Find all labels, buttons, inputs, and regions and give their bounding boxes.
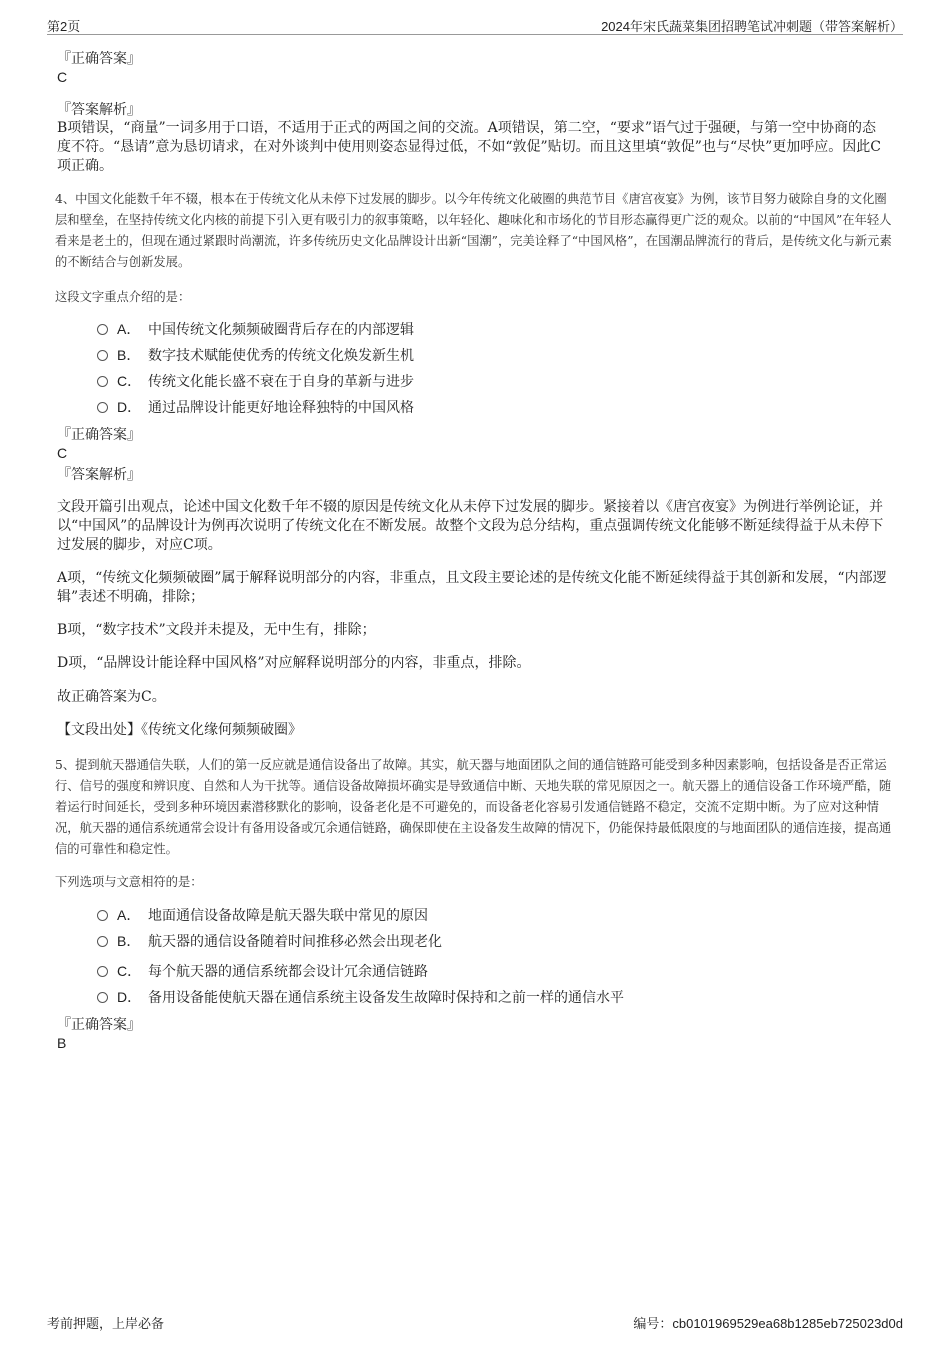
prev-answer-value: C: [57, 69, 68, 85]
page-header: [47, 14, 903, 35]
q5-passage: 5、提到航天器通信失联，人们的第一反应就是通信设备出了故障。其实，航天器与地面团队之间的通信链路可能受到多种因素影响，包括设备是否正常运行、信号的强度和辨识度、自然和人为干扰等。通信设备故障损坏确实是导致通信中断、天地失联的常见原因之一。航天器上的通信设备工作环境严酷，随着运行时间延长，受到多种环境因素潜移默化的影响，设备老化是不可避免的，而设备老化容易引发通信链路不稳定，交流不定期中断。为了应对这种情况，航天器的通信系统通常会设计有备用设备或冗余通信链路，确保即使在主设备发生故障的情况下，仍能保持最低限度的与地面团队的通信连接，提高通信的可靠性和稳定性。: [55, 758, 892, 856]
radio-icon[interactable]: [97, 936, 108, 947]
q4-option-c[interactable]: C． 传统文化能长盛不衰在于自身的革新与进步: [97, 372, 414, 391]
radio-icon[interactable]: [97, 992, 108, 1003]
q4-answer-value: C: [57, 445, 68, 461]
document-code: 编号：cb0101969529ea68b1285eb725023d0d: [633, 1316, 903, 1331]
radio-icon[interactable]: [97, 350, 108, 361]
q5-option-c[interactable]: C． 每个航天器的通信系统都会设计冗余通信链路: [97, 962, 428, 981]
radio-icon[interactable]: [97, 402, 108, 413]
page-number: 第2页: [47, 19, 81, 34]
prev-analysis-label: 『答案解析』: [57, 102, 141, 118]
q5-answer-value: B: [57, 1035, 67, 1051]
radio-icon[interactable]: [97, 966, 108, 977]
q4-option-a[interactable]: A． 中国传统文化频频破圈背后存在的内部逻辑: [97, 320, 414, 339]
prev-analysis-text: B项错误，“商量”一词多用于口语，不适用于正式的两国之间的交流。A项错误，第二空，“要求”语气过于强硬，与第一空中协商的态度不符。“恳请”意为恳切请求，在对外谈判中使用则姿态显得过低，不如“敦促”贴切。而且这里填“敦促”也与“尽快”更加呼应。因此C项正确。: [57, 120, 881, 174]
q5-answer-label: 『正确答案』: [57, 1017, 141, 1033]
q5-option-b[interactable]: B． 航天器的通信设备随着时间推移必然会出现老化: [97, 932, 442, 951]
q4-source: 【文段出处】《传统文化缘何频频破圈》: [57, 722, 302, 738]
q4-analysis-p1: 文段开篇引出观点，论述中国文化数千年不辍的原因是传统文化从未停下过发展的脚步。紧接着以《唐宫夜宴》为例进行举例论证，并以“中国风”的品牌设计为例再次说明了传统文化在不断发展。故整个文段为总分结构，重点强调传统文化能够不断延续得益于从未停下过发展的脚步，对应C项。: [57, 499, 884, 553]
q4-stem: 这段文字重点介绍的是：: [55, 290, 191, 304]
document-title: 2024年宋氏蔬菜集团招聘笔试冲刺题（带答案解析）: [601, 19, 903, 34]
q4-analysis-p4: D项，“品牌设计能诠释中国风格”对应解释说明部分的内容，非重点，排除。: [57, 655, 531, 671]
radio-icon[interactable]: [97, 910, 108, 921]
q4-option-b[interactable]: B． 数字技术赋能使优秀的传统文化焕发新生机: [97, 346, 414, 365]
q5-stem: 下列选项与文意相符的是：: [55, 875, 203, 889]
q4-analysis-p2: A项，“传统文化频频破圈”属于解释说明部分的内容，非重点，且文段主要论述的是传统文化能不断延续得益于其创新和发展，“内部逻辑”表述不明确，排除；: [57, 570, 887, 605]
q4-analysis-p5: 故正确答案为C。: [57, 689, 166, 705]
q4-answer-label: 『正确答案』: [57, 427, 141, 443]
q5-option-a[interactable]: A． 地面通信设备故障是航天器失联中常见的原因: [97, 906, 428, 925]
q5-option-d[interactable]: D． 备用设备能使航天器在通信系统主设备发生故障时保持和之前一样的通信水平: [97, 988, 624, 1007]
q4-passage: 4、中国文化能数千年不辍，根本在于传统文化从未停下过发展的脚步。以今年传统文化破圈的典范节目《唐宫夜宴》为例，该节目努力破除自身的文化圈层和壁垒，在坚持传统文化内核的前提下引入更有吸引力的叙事策略，以年轻化、趣味化和市场化的节目形态赢得更广泛的观众。以前的“中国风”在年轻人看来是老土的，但现在通过紧跟时尚潮流，许多传统历史文化品牌设计出新“国潮”，完美诠释了“中国风格”，在国潮品牌流行的背后，是传统文化与新元素的不断结合与创新发展。: [55, 192, 892, 269]
radio-icon[interactable]: [97, 324, 108, 335]
q4-analysis-label: 『答案解析』: [57, 467, 141, 483]
radio-icon[interactable]: [97, 376, 108, 387]
q4-option-d[interactable]: D． 通过品牌设计能更好地诠释独特的中国风格: [97, 398, 414, 417]
prev-answer-label: 『正确答案』: [57, 51, 141, 67]
q4-analysis-p3: B项，“数字技术”文段并未提及，无中生有，排除；: [57, 622, 376, 638]
footer-slogan: 考前押题，上岸必备: [47, 1317, 165, 1332]
